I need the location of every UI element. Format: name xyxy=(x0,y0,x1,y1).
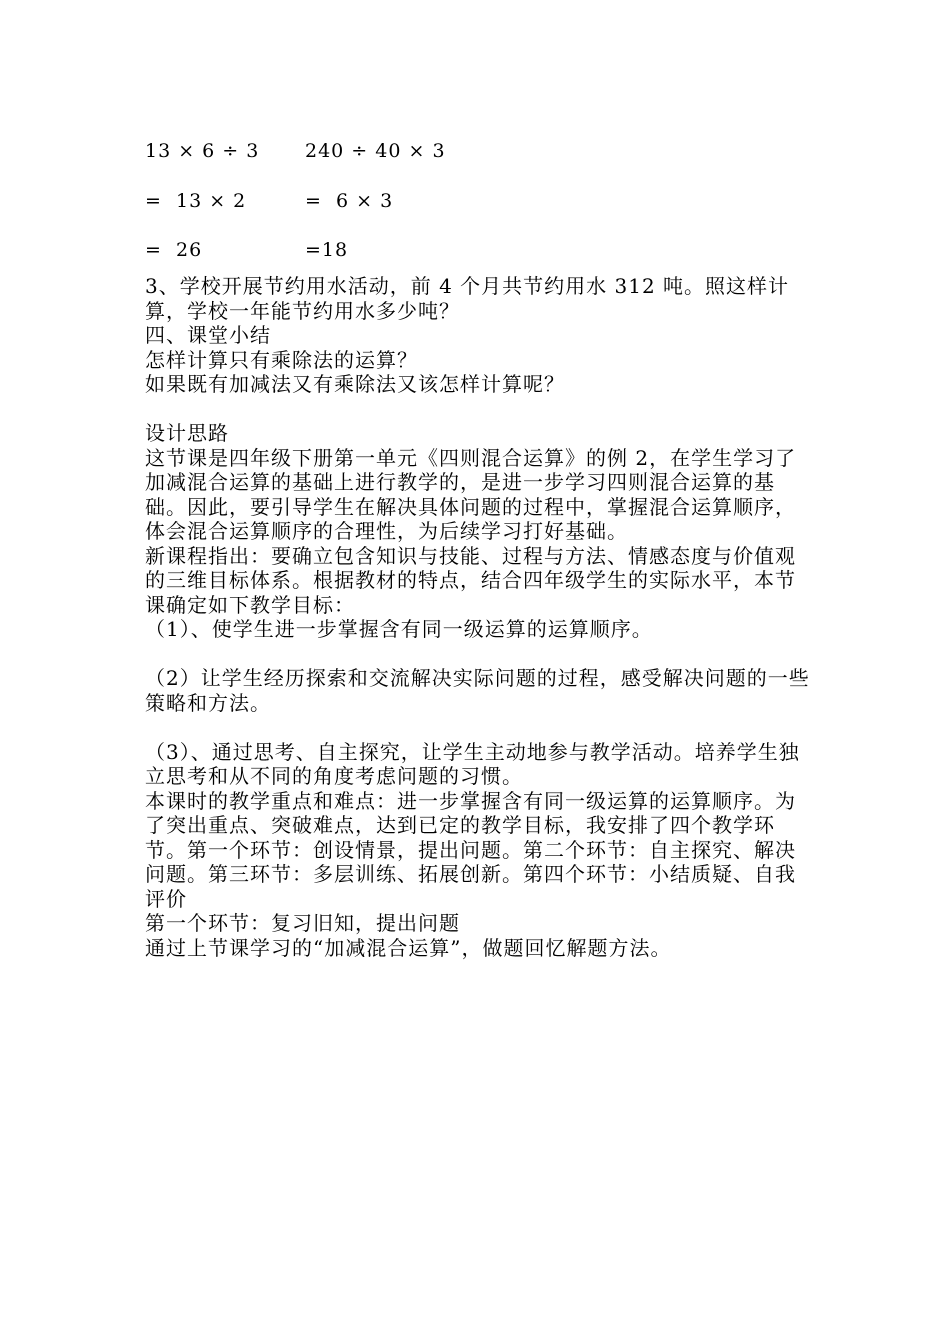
summary-question-2: 如果既有加减法又有乘除法又该怎样计算呢？ xyxy=(145,372,565,396)
summary-question-1: 怎样计算只有乘除法的运算？ xyxy=(145,347,418,372)
step-1-heading: 第一个环节：复习旧知，提出问题 xyxy=(145,911,460,935)
calc-right-line-2: = 6 × 3 xyxy=(305,190,394,212)
objective-3: （3）、通过思考、自主探究，让学生主动地参与教学活动。培养学生独立思考和从不同的角度考虑问题的习惯。 xyxy=(145,739,800,788)
focus-paragraph: 本课时的教学重点和难点：进一步掌握含有同一级运算的运算顺序。为了突出重点、突破难点，达到已定的教学目标，我安排了四个教学环节。第一个环节：创设情景，提出问题。第二个环节：自主探究、解决问题。第三环节：多层训练、拓展创新。第四个环节：小结质疑、自我评价 xyxy=(145,788,796,911)
design-paragraph-1: 这节课是四年级下册第一单元《四则混合运算》的例 2，在学生学习了加减混合运算的基础上进行教学的，是进一步学习四则混合运算的基础。因此，要引导学生在解决具体问题的过程中，掌握混合运算顺序，体会混合运算顺序的合理性，为后续学习打好基础。 xyxy=(145,445,797,543)
calc-right-line-1: 240 ÷ 40 × 3 xyxy=(305,140,446,162)
problem-3: 3、学校开展节约用水活动，前 4 个月共节约用水 312 吨。照这样计算，学校一年能节约用水多少吨？ xyxy=(145,274,790,323)
calc-left-line-3: = 26 xyxy=(145,239,203,261)
calc-right-line-3: =18 xyxy=(305,239,349,261)
design-paragraph-2: 新课程指出：要确立包含知识与技能、过程与方法、情感态度与价值观的三维目标体系。根据教材的特点，结合四年级学生的实际水平，本节课确定如下教学目标： xyxy=(145,543,796,617)
step-1-description: 通过上节课学习的“加减混合运算”，做题回忆解题方法。 xyxy=(145,935,672,960)
calc-left-line-1: 13 × 6 ÷ 3 xyxy=(145,140,260,162)
design-heading: 设计思路 xyxy=(145,421,229,445)
objective-1: （1）、使学生进一步掌握含有同一级运算的运算顺序。 xyxy=(145,617,653,641)
blank-line xyxy=(145,715,815,740)
document-body xyxy=(145,274,815,960)
blank-line xyxy=(145,642,815,667)
blank-line xyxy=(145,397,815,422)
section-heading-summary: 四、课堂小结 xyxy=(145,323,271,347)
calc-left-line-2: = 13 × 2 xyxy=(145,190,247,212)
objective-2: （2）让学生经历探索和交流解决实际问题的过程，感受解决问题的一些策略和方法。 xyxy=(145,666,810,715)
